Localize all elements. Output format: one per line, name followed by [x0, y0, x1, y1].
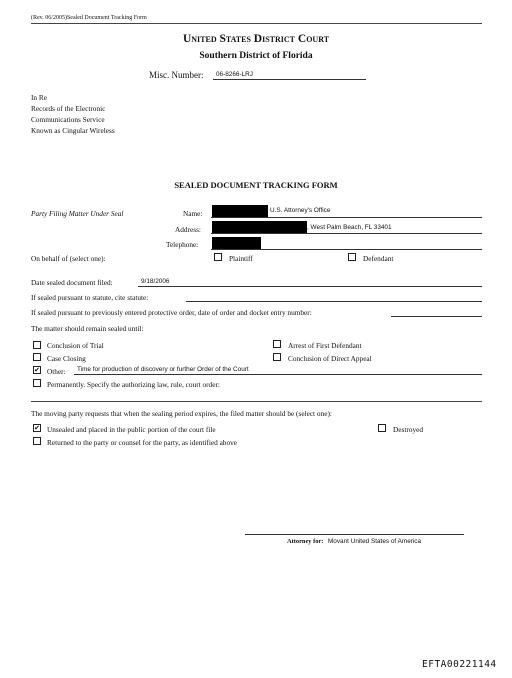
plaintiff-label: Plaintiff — [229, 254, 253, 263]
in-re-line: Records of the Electronic — [31, 104, 106, 113]
telephone-label: Telephone: — [166, 240, 199, 249]
name-value: U.S. Attorney's Office — [270, 207, 331, 214]
destroyed-checkbox[interactable] — [378, 424, 386, 432]
telephone-field[interactable] — [211, 249, 482, 250]
in-re-block — [31, 92, 115, 136]
other-field[interactable] — [74, 374, 482, 375]
redaction-block — [212, 237, 261, 249]
conclusion-of-trial-label: Conclusion of Trial — [47, 341, 104, 350]
address-label: Address: — [175, 225, 201, 234]
conclusion-direct-appeal-label: Conclusion of Direct Appeal — [288, 354, 372, 363]
destroyed-label: Destroyed — [393, 425, 423, 434]
defendant-label: Defendant — [363, 254, 394, 263]
defendant-checkbox[interactable] — [348, 253, 356, 261]
other-label: Other: — [47, 367, 66, 376]
attorney-for — [287, 538, 421, 545]
address-value: , West Palm Beach, FL 33401 — [307, 224, 392, 231]
court-district: Southern District of Florida — [199, 51, 313, 61]
returned-checkbox[interactable] — [33, 437, 41, 445]
in-re-line: Communications Service — [31, 115, 105, 124]
revision-note: (Rev. 06/2005)Sealed Document Tracking Form — [31, 15, 147, 21]
misc-number-value: 06-8266-LRJ — [216, 71, 253, 78]
party-filing-label: Party Filing Matter Under Seal — [31, 209, 124, 218]
date-filed-field[interactable] — [138, 286, 482, 287]
permanently-label: Permanently. Specify the authorizing law, rule, court order: — [47, 380, 220, 389]
date-filed-value: 9/18/2006 — [141, 278, 170, 285]
statute-label: If sealed pursuant to statute, cite statute: — [31, 293, 149, 302]
header-divider — [31, 23, 482, 24]
unsealed-label: Unsealed and placed in the public portion of the court file — [47, 425, 216, 434]
other-value: Time for production of discovery or further Order of the Court — [77, 366, 249, 373]
arrest-first-defendant-label: Arrest of First Defendant — [288, 341, 362, 350]
conclusion-direct-appeal-checkbox[interactable] — [273, 353, 281, 361]
expiration-label: The moving party requests that when the sealing period expires, the filed matter should be (select one): — [31, 409, 332, 418]
attorney-for-label: Attorney for: — [287, 538, 324, 545]
bates-number: EFTA00221144 — [422, 659, 497, 670]
in-re-line: In Re — [31, 93, 48, 102]
remain-sealed-label: The matter should remain sealed until: — [31, 324, 144, 333]
form-title: SEALED DOCUMENT TRACKING FORM — [174, 180, 338, 190]
other-checkbox[interactable]: ✔ — [34, 366, 40, 374]
unsealed-checkbox[interactable]: ✔ — [34, 424, 40, 432]
date-filed-label: Date sealed document filed: — [31, 278, 113, 287]
plaintiff-checkbox[interactable] — [214, 253, 222, 261]
on-behalf-label: On behalf of (select one): — [31, 254, 106, 263]
address-field[interactable] — [211, 233, 482, 234]
signature-line[interactable] — [245, 534, 464, 535]
misc-number-field[interactable] — [213, 79, 366, 80]
name-field[interactable] — [211, 217, 482, 218]
misc-number-label: Misc. Number: — [149, 70, 204, 80]
attorney-for-value: Movant United States of America — [327, 538, 422, 545]
arrest-first-defendant-checkbox[interactable] — [273, 340, 281, 348]
statute-field[interactable] — [186, 301, 482, 302]
case-closing-label: Case Closing — [47, 354, 86, 363]
conclusion-of-trial-checkbox[interactable] — [33, 341, 41, 349]
permanently-checkbox[interactable] — [33, 379, 41, 387]
permanently-field[interactable] — [31, 401, 482, 402]
in-re-line: Known as Cingular Wireless — [31, 126, 115, 135]
protective-order-field[interactable] — [391, 316, 482, 317]
redaction-block — [212, 221, 307, 233]
case-closing-checkbox[interactable] — [33, 353, 41, 361]
redaction-block — [212, 205, 268, 217]
protective-order-label: If sealed pursuant to previously entered protective order, date of order and docket entry number: — [31, 308, 312, 317]
court-name: United States District Court — [182, 33, 330, 45]
returned-label: Returned to the party or counsel for the party, as identified above — [47, 438, 237, 447]
name-label: Name: — [183, 209, 203, 218]
